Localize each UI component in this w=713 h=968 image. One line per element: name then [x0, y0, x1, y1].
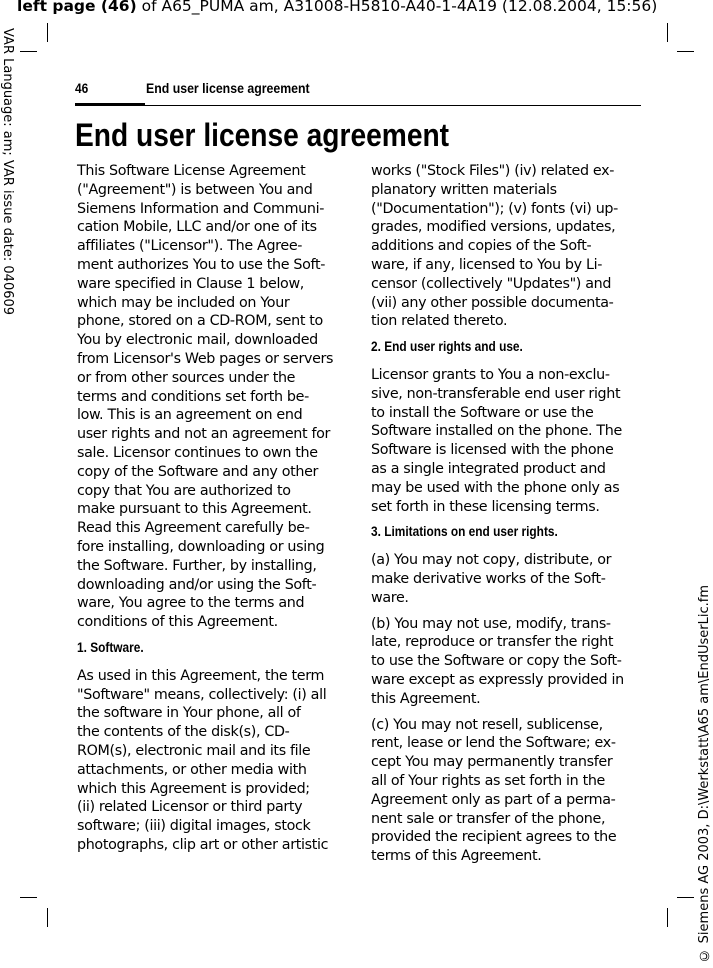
text-line: rent, lease or lend the Software; ex-	[371, 735, 616, 752]
text-line: As used in this Agreement, the term	[77, 667, 325, 684]
print-info-line	[17, 0, 657, 15]
text-line: make pursuant to this Agreement.	[77, 501, 312, 518]
text-line: nent sale or transfer of the phone,	[371, 810, 606, 827]
paragraph	[371, 366, 646, 516]
text-line: planatory written materials	[371, 181, 557, 198]
side-note-right: © Siemens AG 2003, D:\Werkstatt\A65 am\EndUserLic.fm	[697, 584, 712, 962]
crop-mark	[20, 51, 37, 52]
paragraph	[371, 716, 646, 866]
text-line: attachments, or other media with	[77, 761, 307, 778]
text-line: fore installing, downloading or using	[77, 538, 325, 555]
text-line: photographs, clip art or other artistic	[77, 836, 329, 853]
text-line: this Agreement.	[371, 690, 481, 707]
side-note-left: VAR Language: am; VAR issue date: 040609	[0, 28, 15, 316]
text-line: late, reproduce or transfer the right	[371, 634, 614, 651]
text-line: ware specified in Clause 1 below,	[77, 275, 304, 292]
text-line: as a single integrated product and	[371, 460, 606, 477]
paragraph	[77, 667, 352, 855]
text-line: cept You may permanently transfer	[371, 754, 613, 771]
page-title: End user license agreement	[75, 117, 450, 153]
text-line: Software installed on the phone. The	[371, 423, 622, 440]
text-line: sive, non-transferable end user right	[371, 385, 621, 402]
text-line: or from other sources under the	[77, 369, 296, 386]
text-line: (c) You may not resell, sublicense,	[371, 716, 603, 733]
text-line: "Software" means, collectively: (i) all	[77, 686, 327, 703]
text-line: (a) You may not copy, distribute, or	[371, 552, 612, 569]
text-line: software; (iii) digital images, stock	[77, 818, 311, 835]
text-line: grades, modified versions, updates,	[371, 219, 616, 236]
text-line: terms of this Agreement.	[371, 848, 542, 865]
text-line: phone, stored on a CD-ROM, sent to	[77, 313, 323, 330]
text-line: ROM(s), electronic mail and its file	[77, 742, 311, 759]
text-line: user rights and not an agreement for	[77, 426, 331, 443]
crop-mark	[47, 23, 48, 42]
crop-mark	[47, 908, 48, 927]
text-line: ware, You agree to the terms and	[77, 595, 305, 612]
crop-mark	[20, 897, 37, 898]
text-line: Software is licensed with the phone	[371, 442, 614, 459]
text-line: set forth in these licensing terms.	[371, 498, 600, 515]
section-heading: 1. Software.	[77, 639, 144, 655]
paragraph	[77, 162, 352, 632]
text-line: ware.	[371, 589, 409, 606]
text-line: ("Documentation"); (v) fonts (vi) up-	[371, 200, 618, 217]
text-line: ware, if any, licensed to You by Li-	[371, 256, 603, 273]
text-line: provided the recipient agrees to the	[371, 829, 617, 846]
text-line: to install the Software or use the	[371, 404, 594, 421]
paragraph	[371, 162, 646, 331]
text-line: to use the Software or copy the Soft-	[371, 653, 622, 670]
text-column-left	[77, 162, 352, 862]
crop-mark	[667, 23, 668, 42]
text-line: (vii) any other possible documenta-	[371, 294, 614, 311]
text-line: may be used with the phone only as	[371, 479, 620, 496]
print-info-bold: left page (46)	[17, 0, 137, 15]
text-line: which may be included on Your	[77, 294, 290, 311]
text-line: the software in Your phone, all of	[77, 705, 301, 722]
section-heading: 2. End user rights and use.	[371, 339, 523, 355]
crop-mark	[677, 51, 694, 52]
text-line: ment authorizes You to use the Soft-	[77, 256, 326, 273]
text-line: conditions of this Agreement.	[77, 614, 278, 631]
text-line: the contents of the disk(s), CD-	[77, 724, 290, 741]
text-line: Licensor grants to You a non-exclu-	[371, 366, 610, 383]
text-line: Read this Agreement carefully be-	[77, 520, 310, 537]
text-line: cation Mobile, LLC and/or one of its	[77, 219, 317, 236]
running-title: End user license agreement	[146, 80, 310, 96]
page-number: 46	[75, 80, 89, 96]
text-column-right	[371, 162, 646, 873]
text-line: copy of the Software and any other	[77, 463, 319, 480]
header-rule	[75, 105, 641, 106]
crop-mark	[677, 897, 694, 898]
text-line: ("Agreement") is between You and	[77, 181, 313, 198]
text-line: low. This is an agreement on end	[77, 407, 303, 424]
text-line: (ii) related Licensor or third party	[77, 799, 303, 816]
print-info-rest: of A65_PUMA am, A31008-H5810-A40-1-4A19 (12.08.2004, 15:56)	[136, 0, 658, 15]
text-line: ware except as expressly provided in	[371, 671, 624, 688]
text-line: works ("Stock Files") (iv) related ex-	[371, 163, 615, 179]
text-line: which this Agreement is provided;	[77, 780, 310, 797]
text-line: tion related thereto.	[371, 313, 508, 330]
text-line: (b) You may not use, modify, trans-	[371, 615, 611, 632]
paragraph	[371, 551, 646, 607]
text-line: This Software License Agreement	[77, 163, 306, 179]
text-line: Siemens Information and Communi-	[77, 200, 325, 217]
text-line: censor (collectively "Updates") and	[371, 275, 612, 292]
text-line: sale. Licensor continues to own the	[77, 444, 318, 461]
text-line: Agreement only as part of a perma-	[371, 791, 616, 808]
text-line: from Licensor's Web pages or servers	[77, 350, 334, 367]
text-line: the Software. Further, by installing,	[77, 557, 317, 574]
text-line: copy that You are authorized to	[77, 482, 291, 499]
text-line: additions and copies of the Soft-	[371, 238, 592, 255]
text-line: affiliates ("Licensor"). The Agree-	[77, 238, 303, 255]
text-line: You by electronic mail, downloaded	[77, 332, 318, 349]
text-line: make derivative works of the Soft-	[371, 570, 606, 587]
paragraph	[371, 615, 646, 709]
text-line: all of Your rights as set forth in the	[371, 772, 605, 789]
text-line: downloading and/or using the Soft-	[77, 576, 317, 593]
section-heading: 3. Limitations on end user rights.	[371, 524, 558, 540]
text-line: terms and conditions set forth be-	[77, 388, 309, 405]
crop-mark	[667, 908, 668, 927]
